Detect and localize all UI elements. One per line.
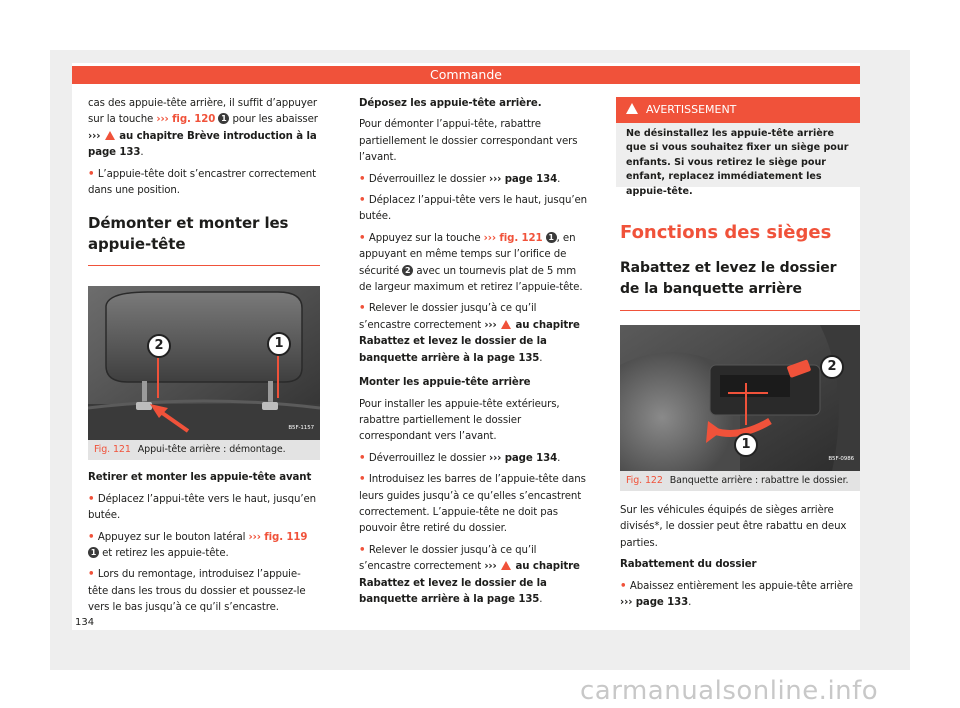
subsection-title: Déposez les appuie-tête arrière. (359, 98, 542, 109)
fig119-link[interactable]: ››› fig. 119 (248, 531, 308, 543)
bullet-5: • Déverrouillez le dossier ››› page 134. (359, 451, 591, 467)
page-link[interactable]: ››› page 134 (488, 173, 558, 185)
subsection-title: Retirer et monter les appuie-tête avant (88, 472, 312, 484)
warning-header: AVERTISSEMENT (616, 97, 860, 123)
headrest-illustration (88, 286, 320, 440)
warning-icon (105, 131, 115, 140)
bullet-3: • Lors du remontage, introduisez l’appuie-tête dans les trous du dossier et poussez-le vers le bas jusqu’à ce qu’il s’encastre. (88, 567, 320, 616)
fig120-link[interactable]: ››› fig. 120 (156, 114, 216, 126)
callout-1: 1 (734, 433, 758, 457)
callout-2: 2 (147, 334, 171, 358)
intro-paragraph: cas des appuie-tête arrière, il suffit d’appuyer sur la touche ››› fig. 120 1 pour les abaisser ››› au chapitre Brève introduction à la page 133. (88, 98, 318, 159)
figure-caption: Fig. 122 Banquette arrière : rabattre le dossier. (620, 471, 860, 491)
bullet-1: • Abaissez entièrement les appuie-tête arrière ››› page 133. (620, 579, 860, 612)
section-title: Rabattez et levez le dossier de la banquette arrière (620, 258, 860, 311)
bullet-4: • Relever le dossier jusqu’à ce qu’il s’encastre correctement ››› au chapitre Rabattez et levez le dossier de la banquette arrière à la page 135. (359, 301, 591, 367)
subsection-title: Monter les appuie-tête arrière (359, 377, 531, 389)
figure-121 (88, 286, 320, 460)
bullet-1: • Déverrouillez le dossier ››› page 134. (359, 172, 591, 188)
fig121-link[interactable]: ››› fig. 121 (483, 232, 543, 244)
callout-1: 1 (267, 332, 291, 356)
bullet-1: • Déplacez l’appui-tête vers le haut, jusqu’en butée. (88, 492, 320, 525)
callout-number: 1 (218, 113, 229, 124)
subsection-title: Rabattement du dossier (620, 559, 757, 571)
section-title: Démonter et monter les appuie-tête (88, 213, 320, 266)
warning-icon (626, 103, 638, 114)
callout-number: 1 (546, 232, 557, 243)
bullet-2: • Déplacez l’appui-tête vers le haut, jusqu’en butée. (359, 193, 591, 226)
chapter-link[interactable]: ››› au chapitre Rabattez et levez le dossier de la banquette arrière à la page 135 (359, 319, 580, 364)
chapter-link[interactable]: ››› au chapitre Brève introduction à la page 133 (88, 130, 317, 159)
page-link[interactable]: ››› page 133 (620, 597, 689, 609)
paragraph: Pour installer les appuie-tête extérieurs, rabattre partiellement le dossier correspondant vers l’avant. (359, 398, 560, 443)
seat-photo (620, 325, 860, 471)
image-code: B5F-1157 (288, 425, 314, 432)
chapter-title: Fonctions des sièges (620, 222, 832, 243)
chapter-link[interactable]: ››› au chapitre Rabattez et levez le dossier de la banquette arrière à la page 135 (359, 561, 580, 605)
image-code: B5F-0986 (828, 455, 854, 462)
figure-caption: Fig. 121 Appui-tête arrière : démontage. (88, 440, 320, 460)
callout-number: 1 (88, 547, 99, 558)
callout-number: 2 (402, 265, 413, 276)
paragraph: Sur les véhicules équipés de sièges arrière divisés*, le dossier peut être rabattu en deux parties. (620, 505, 847, 549)
warning-icon (501, 320, 511, 329)
bullet-fit: • L’appuie-tête doit s’encastrer correctement dans une position. (88, 167, 320, 200)
callout-2: 2 (820, 355, 844, 379)
warning-text: Ne désinstallez les appuie-tête arrière que si vous souhaitez fixer un siège pour enfants. Si vous retirez le siège pour enfant, replacez immédiatement les appuie-tête. (626, 128, 849, 197)
figure-122 (620, 325, 860, 491)
watermark: carmanualsonline.info (580, 676, 879, 706)
warning-box (616, 97, 860, 197)
paragraph: Pour démonter l’appui-tête, rabattre partiellement le dossier correspondant vers l’avant. (359, 119, 578, 164)
page-link[interactable]: ››› page 134 (488, 452, 558, 464)
bullet-7: • Relever le dossier jusqu’à ce qu’il s’encastre correctement ››› au chapitre Rabattez et levez le dossier de la banquette arrière à la page 135. (359, 543, 591, 609)
figure-label: Fig. 121 (94, 444, 131, 456)
column-middle (359, 96, 591, 613)
bullet-6: • Introduisez les barres de l’appuie-tête dans leurs guides jusqu’à ce qu’elles s’encastrent correctement. L’appuie-tête ne doit pas pouvoir être retiré du dossier. (359, 472, 591, 538)
section-header: Commande (72, 66, 860, 84)
headrest-photo (88, 286, 320, 440)
column-right (620, 258, 860, 616)
page-number: 134 (75, 617, 95, 628)
bullet-2: • Appuyez sur le bouton latéral ››› fig. 119 1 et retirez les appuie-tête. (88, 530, 320, 563)
column-left (88, 96, 320, 622)
figure-label: Fig. 122 (626, 475, 663, 486)
bullet-3: • Appuyez sur la touche ››› fig. 121 1 , en appuyant en même temps sur l’orifice de sécurité 2 avec un tournevis plat de 5 mm de largeur maximum et retirez l’appuie-tête. (359, 231, 591, 297)
warning-icon (501, 561, 511, 570)
